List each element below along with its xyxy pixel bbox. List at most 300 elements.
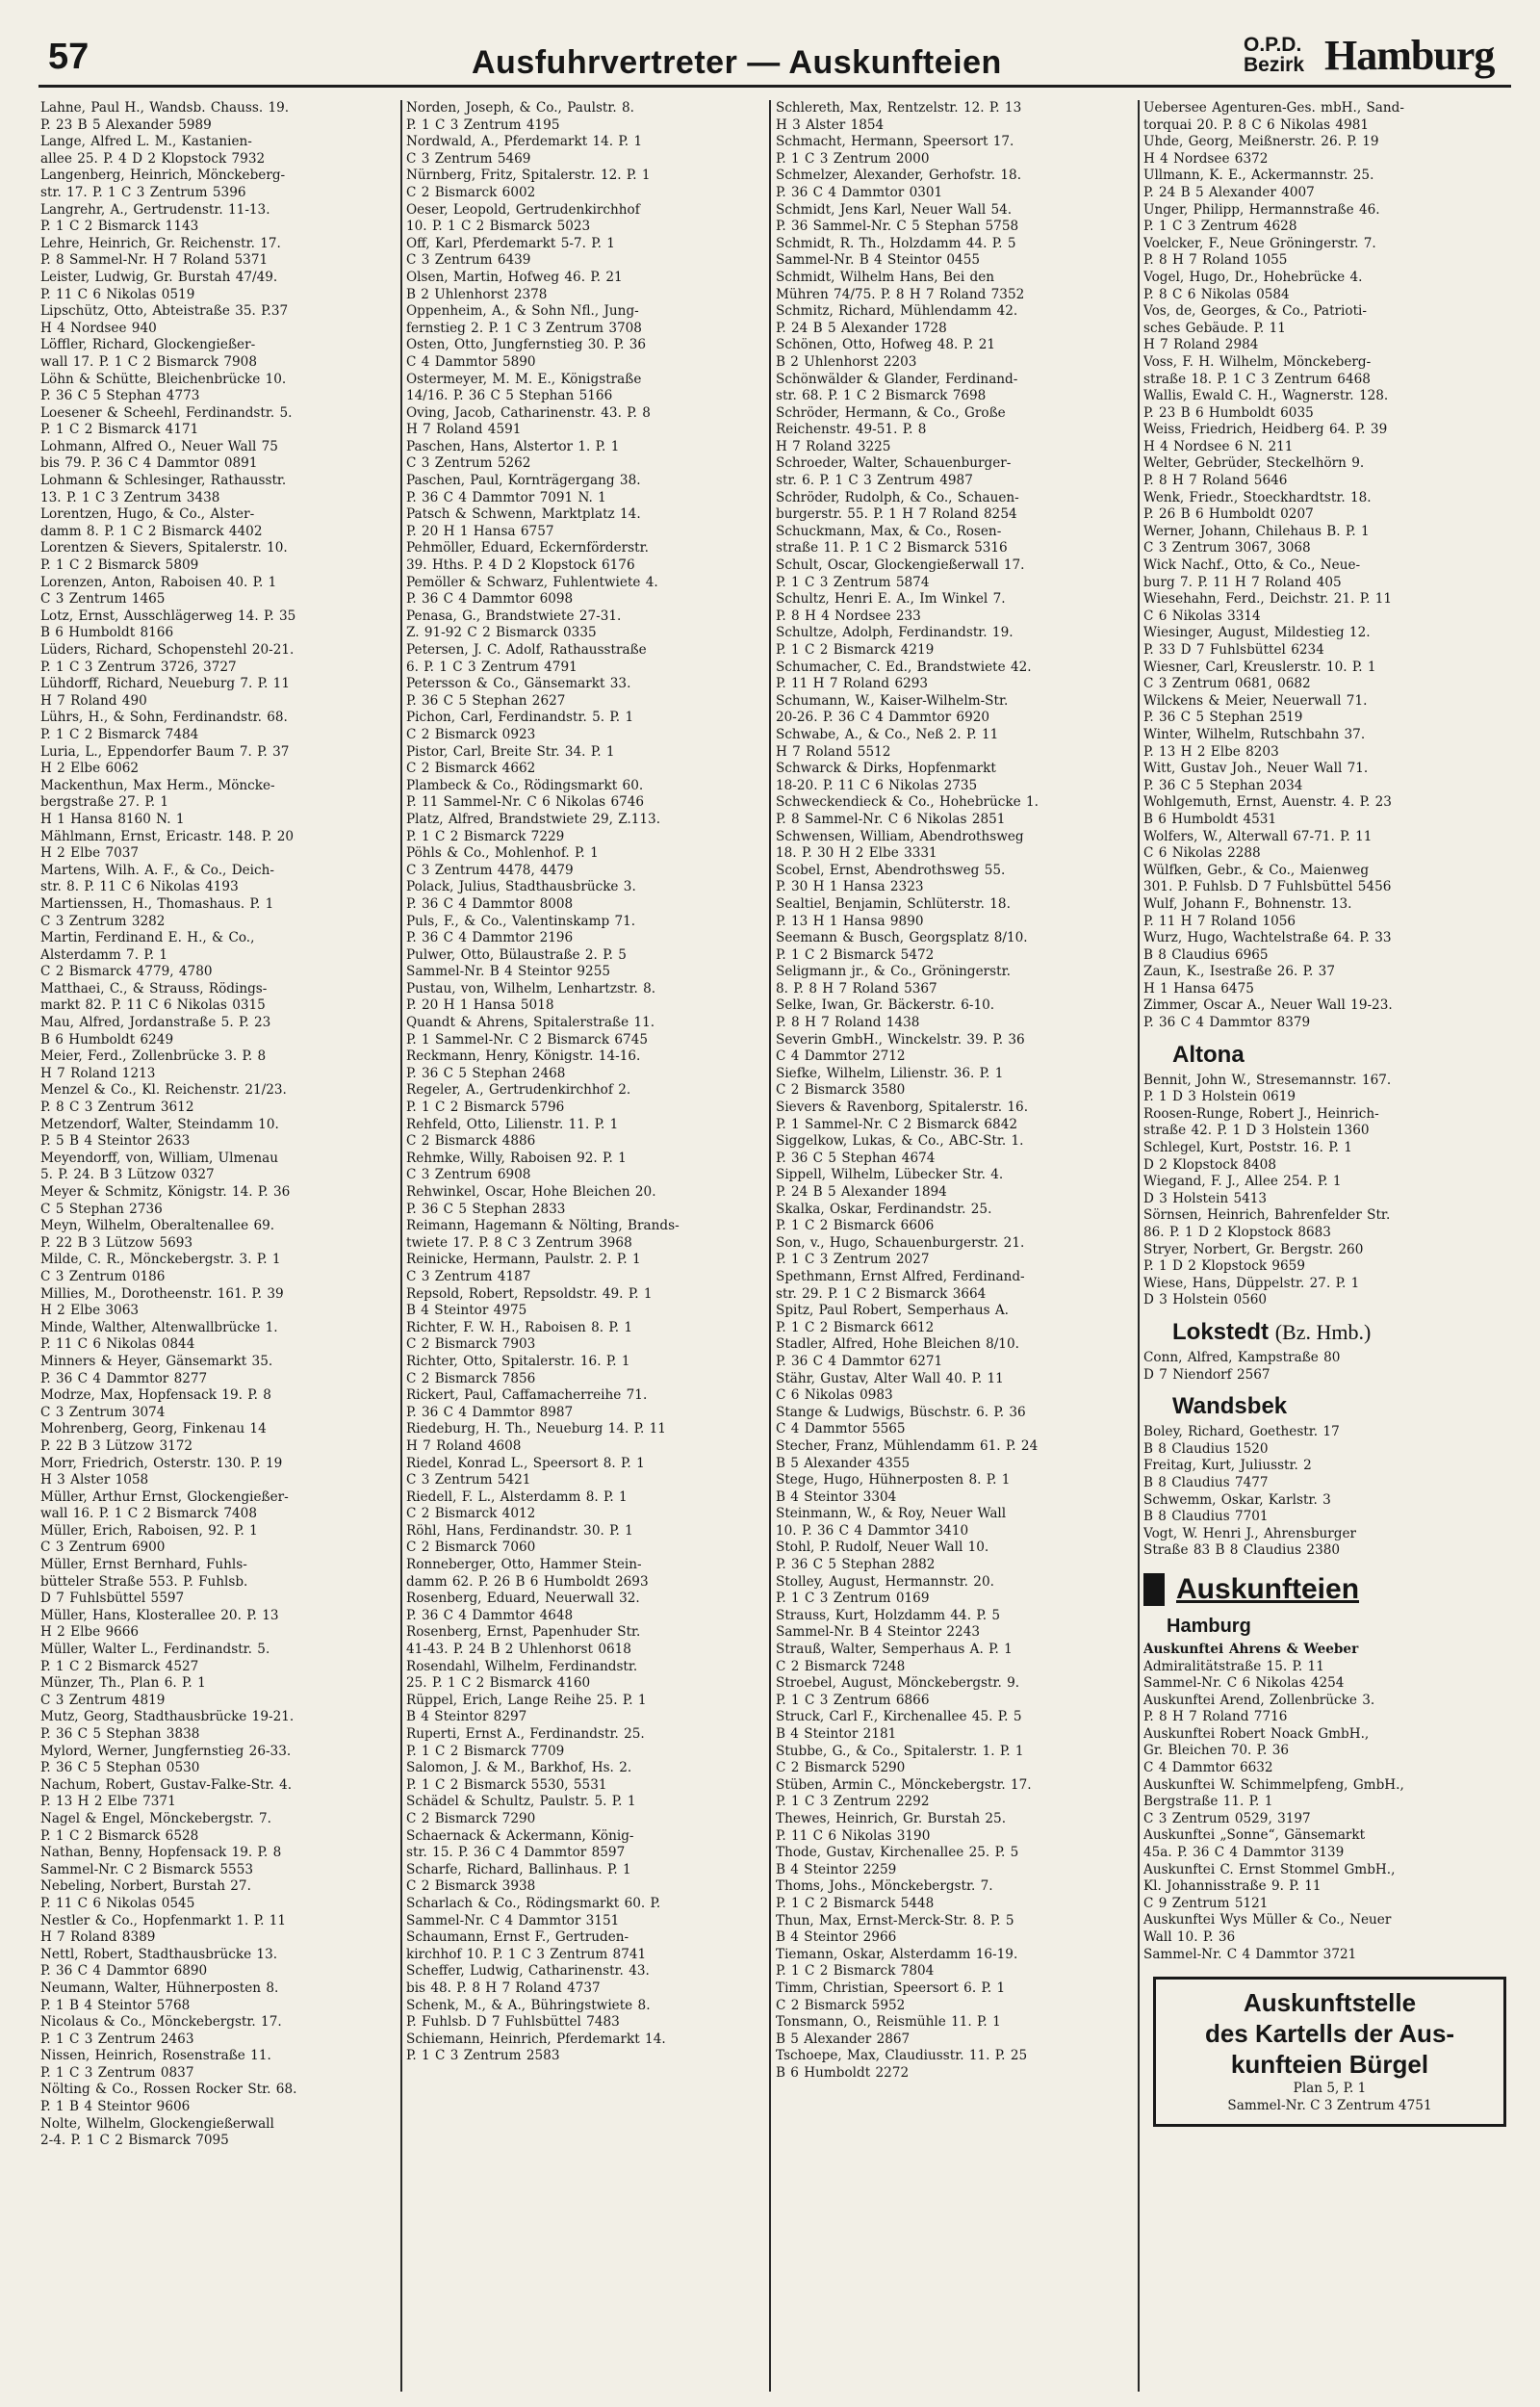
entry-name-line: Patsch & Schwenn, Marktplatz 14. bbox=[406, 506, 641, 523]
entry-name-line: Polack, Julius, Stadthausbrücke 3. bbox=[406, 879, 636, 895]
entry-detail-line: twiete 17. P. 8 C 3 Zentrum 3968 bbox=[406, 1234, 632, 1251]
entry-detail-line: Mühren 74/75. P. 8 H 7 Roland 7352 bbox=[776, 286, 1025, 302]
entry-name-line: Pistor, Carl, Breite Str. 34. P. 1 bbox=[406, 743, 615, 760]
directory-entry bbox=[776, 236, 1136, 270]
entry-name-line: Witt, Gustav Joh., Neuer Wall 71. bbox=[1143, 761, 1369, 777]
entry-name-line: Boley, Richard, Goethestr. 17 bbox=[1143, 1424, 1340, 1440]
directory-entry bbox=[776, 202, 1136, 236]
directory-entry bbox=[40, 1048, 398, 1082]
directory-entry bbox=[40, 1456, 398, 1489]
directory-entry bbox=[1143, 693, 1514, 727]
directory-entry bbox=[40, 1489, 398, 1523]
directory-entry bbox=[776, 100, 1136, 134]
entry-detail-line: P. 36 C 5 Stephan 2833 bbox=[406, 1201, 566, 1217]
directory-entry bbox=[40, 202, 398, 236]
entry-detail-line: C 2 Bismarck 7248 bbox=[776, 1658, 906, 1674]
entry-name-line: Wiegand, F. J., Allee 254. P. 1 bbox=[1143, 1174, 1342, 1190]
entry-name-line: Seligmann jr., & Co., Gröningerstr. bbox=[776, 964, 1011, 980]
entry-detail-line: P. 13 H 2 Elbe 8203 bbox=[1143, 743, 1279, 760]
entry-name-line: Scobel, Ernst, Abendrothsweg 55. bbox=[776, 862, 1006, 878]
directory-entry bbox=[406, 1557, 766, 1591]
entry-detail-line: P. 1 C 2 Bismarck 5472 bbox=[776, 946, 935, 963]
entry-name-line: Rehfeld, Otto, Lilienstr. 11. P. 1 bbox=[406, 1116, 619, 1132]
entry-name-line: Salomon, J. & M., Barkhof, Hs. 2. bbox=[406, 1760, 632, 1776]
entry-name-line: Mählmann, Ernst, Ericastr. 148. P. 20 bbox=[40, 828, 295, 844]
entry-detail-line: P. 1 C 3 Zentrum 0169 bbox=[776, 1591, 930, 1607]
directory-entry bbox=[406, 1252, 766, 1285]
entry-detail-line: 86. P. 1 D 2 Klopstock 8683 bbox=[1143, 1225, 1331, 1240]
entry-detail-line: damm 62. P. 26 B 6 Humboldt 2693 bbox=[406, 1573, 649, 1590]
directory-entry bbox=[1143, 625, 1514, 659]
directory-entry bbox=[1143, 236, 1514, 270]
entry-name-line: Schwabe, A., & Co., Neß 2. P. 11 bbox=[776, 726, 999, 742]
directory-entry bbox=[1143, 1350, 1514, 1384]
directory-entry bbox=[406, 676, 766, 710]
entry-detail-line: P. 1 C 2 Bismarck 7804 bbox=[776, 1963, 935, 1980]
directory-entry bbox=[406, 1286, 766, 1320]
section-title-lokstedt: Lokstedt (Bz. Hmb.) bbox=[1172, 1318, 1372, 1345]
entry-detail-line: Reichenstr. 49-51. P. 8 bbox=[776, 422, 927, 438]
entry-name-line: Ostermeyer, M. M. E., Königstraße bbox=[406, 371, 642, 387]
entry-name-line: Off, Karl, Pferdemarkt 5-7. P. 1 bbox=[406, 235, 615, 251]
entry-detail-line: str. 29. P. 1 C 2 Bismarck 3664 bbox=[776, 1285, 987, 1302]
entry-name-line: Osten, Otto, Jungfernstieg 30. P. 36 bbox=[406, 337, 647, 353]
entry-name-line: Vogel, Hugo, Dr., Hohebrücke 4. bbox=[1143, 269, 1363, 285]
entries-u-z bbox=[1143, 100, 1514, 1032]
entry-name-line: Mutz, Georg, Stadthausbrücke 19-21. bbox=[40, 1709, 295, 1725]
entry-name-line: Pulwer, Otto, Bülaustraße 2. P. 5 bbox=[406, 946, 627, 963]
directory-entry bbox=[406, 1456, 766, 1489]
entry-detail-line: str. 68. P. 1 C 2 Bismarck 7698 bbox=[776, 388, 987, 404]
directory-entry bbox=[406, 1896, 766, 1929]
entry-name-line: Auskunftei Ahrens & Weeber bbox=[1143, 1641, 1359, 1657]
entry-detail-line: P. 1 C 2 Bismarck 4219 bbox=[776, 642, 935, 658]
entry-detail-line: C 2 Bismarck 3938 bbox=[406, 1878, 536, 1895]
entry-detail-line: P. 8 C 6 Nikolas 0584 bbox=[1143, 286, 1290, 302]
directory-entry bbox=[776, 761, 1136, 794]
entry-detail-line: H 7 Roland 4591 bbox=[406, 422, 522, 438]
directory-entry bbox=[40, 473, 398, 506]
entry-name-line: Nölting & Co., Rossen Rocker Str. 68. bbox=[40, 2082, 297, 2098]
directory-entry bbox=[776, 1235, 1136, 1269]
directory-entry bbox=[406, 168, 766, 201]
entry-detail-line: 25. P. 1 C 2 Bismarck 4160 bbox=[406, 1675, 591, 1692]
entry-detail-line: Sammel-Nr. C 6 Nikolas 4254 bbox=[1143, 1675, 1345, 1692]
entry-detail-line: B 6 Humboldt 2272 bbox=[776, 2064, 910, 2081]
directory-column-2 bbox=[406, 100, 766, 2392]
entry-name-line: Wurz, Hugo, Wachtelstraße 64. P. 33 bbox=[1143, 930, 1392, 946]
directory-entry bbox=[1143, 490, 1514, 524]
directory-entry bbox=[776, 794, 1136, 828]
directory-entry bbox=[1143, 354, 1514, 388]
directory-entry bbox=[406, 372, 766, 405]
directory-entry bbox=[776, 1947, 1136, 1980]
entry-detail-line: B 5 Alexander 2867 bbox=[776, 2031, 911, 2047]
entry-detail-line: P. 1 C 3 Zentrum 6866 bbox=[776, 1692, 930, 1708]
entry-name-line: Riedell, F. L., Alsterdamm 8. P. 1 bbox=[406, 1488, 628, 1505]
entry-detail-line: C 2 Bismarck 5290 bbox=[776, 1760, 906, 1776]
directory-entry bbox=[40, 1777, 398, 1811]
entry-detail-line: C 2 Bismarck 0923 bbox=[406, 726, 536, 742]
entry-detail-line: P. 36 C 4 Dammtor 8008 bbox=[406, 895, 574, 912]
entry-name-line: Schult, Oscar, Glockengießerwall 17. bbox=[776, 557, 1025, 574]
entry-detail-line: P. 1 C 2 Bismarck 6528 bbox=[40, 1827, 199, 1844]
entry-detail-line: P. 24 B 5 Alexander 1728 bbox=[776, 320, 947, 336]
entry-detail-line: P. 1 C 3 Zentrum 2583 bbox=[406, 2048, 560, 2064]
directory-entry bbox=[406, 236, 766, 270]
entry-detail-line: P. 1 C 2 Bismarck 5796 bbox=[406, 1100, 565, 1116]
entry-detail-line: C 3 Zentrum 3282 bbox=[40, 913, 166, 929]
entry-detail-line: P. 36 C 5 Stephan 2627 bbox=[406, 692, 566, 709]
entry-name-line: Schröder, Hermann, & Co., Große bbox=[776, 404, 1006, 421]
entry-name-line: Schmelzer, Alexander, Gerhofstr. 18. bbox=[776, 168, 1022, 184]
directory-entry bbox=[406, 1862, 766, 1896]
entry-name-line: Lohmann & Schlesinger, Rathausstr. bbox=[40, 473, 287, 489]
entry-detail-line: 10. P. 36 C 4 Dammtor 3410 bbox=[776, 1522, 969, 1539]
entry-name-line: Steinmann, W., & Roy, Neuer Wall bbox=[776, 1506, 1007, 1522]
entry-detail-line: H 2 Elbe 7037 bbox=[40, 845, 140, 862]
directory-entry bbox=[406, 506, 766, 540]
entry-detail-line: P. 30 H 1 Hansa 2323 bbox=[776, 879, 924, 895]
entry-detail-line: Gr. Bleichen 70. P. 36 bbox=[1143, 1743, 1289, 1759]
entry-detail-line: wall 17. P. 1 C 2 Bismarck 7908 bbox=[40, 353, 257, 370]
directory-entry bbox=[40, 676, 398, 710]
entry-detail-line: P. 26 B 6 Humboldt 0207 bbox=[1143, 506, 1314, 523]
entry-detail-line: Sammel-Nr. B 4 Steintor 0455 bbox=[776, 252, 980, 269]
entry-detail-line: kirchhof 10. P. 1 C 3 Zentrum 8741 bbox=[406, 1946, 647, 1962]
entry-name-line: Nagel & Engel, Mönckebergstr. 7. bbox=[40, 1810, 272, 1826]
entry-detail-line: C 3 Zentrum 6908 bbox=[406, 1167, 531, 1183]
entry-detail-line: P. 1 C 2 Bismarck 7709 bbox=[406, 1743, 565, 1759]
entry-detail-line: P. 13 H 1 Hansa 9890 bbox=[776, 913, 924, 929]
entry-name-line: Riedel, Konrad L., Speersort 8. P. 1 bbox=[406, 1455, 645, 1471]
entry-name-line: Schumacher, C. Ed., Brandstwiete 42. bbox=[776, 659, 1032, 675]
entry-name-line: Pehmöller, Eduard, Eckernförderstr. bbox=[406, 540, 649, 556]
directory-entry bbox=[406, 1048, 766, 1082]
directory-entry bbox=[40, 1811, 398, 1845]
entry-detail-line: P. 8 Sammel-Nr. C 6 Nikolas 2851 bbox=[776, 811, 1006, 827]
directory-entry bbox=[776, 1642, 1136, 1675]
directory-entry bbox=[1143, 1526, 1514, 1560]
directory-entry bbox=[406, 1929, 766, 1963]
directory-entry bbox=[40, 1878, 398, 1912]
entry-name-line: Münzer, Th., Plan 6. P. 1 bbox=[40, 1675, 206, 1692]
entry-detail-line: C 3 Zentrum 6439 bbox=[406, 252, 531, 269]
entry-detail-line: C 2 Bismarck 3580 bbox=[776, 1082, 906, 1099]
entry-detail-line: D 7 Fuhlsbüttel 5597 bbox=[40, 1591, 185, 1607]
directory-entry bbox=[776, 524, 1136, 557]
directory-entry bbox=[776, 303, 1136, 337]
directory-entry bbox=[406, 710, 766, 743]
directory-entry bbox=[1143, 896, 1514, 930]
directory-entry bbox=[406, 1760, 766, 1794]
entry-name-line: Ruperti, Ernst A., Ferdinandstr. 25. bbox=[406, 1726, 645, 1742]
entry-name-line: Seemann & Busch, Georgsplatz 8/10. bbox=[776, 930, 1028, 946]
entry-detail-line: C 6 Nikolas 2288 bbox=[1143, 845, 1261, 862]
directory-entry bbox=[406, 1591, 766, 1624]
entry-name-line: Stroebel, August, Mönckebergstr. 9. bbox=[776, 1675, 1020, 1692]
entry-detail-line: H 7 Roland 5512 bbox=[776, 743, 891, 760]
directory-column-1 bbox=[40, 100, 398, 2392]
entry-name-line: Luria, L., Eppendorfer Baum 7. P. 37 bbox=[40, 743, 290, 760]
entry-name-line: Roosen-Runge, Robert J., Heinrich- bbox=[1143, 1105, 1379, 1122]
directory-entry bbox=[776, 1066, 1136, 1100]
entry-name-line: Schenk, M., & A., Bühringstwiete 8. bbox=[406, 1997, 651, 2013]
directory-entry bbox=[776, 1574, 1136, 1608]
entry-name-line: Stege, Hugo, Hühnerposten 8. P. 1 bbox=[776, 1472, 1011, 1488]
entry-name-line: Reimann, Hagemann & Nölting, Brands- bbox=[406, 1218, 680, 1234]
entry-name-line: Platz, Alfred, Brandstwiete 29, Z.113. bbox=[406, 811, 661, 827]
directory-entry bbox=[1143, 1140, 1514, 1174]
entry-detail-line: C 3 Zentrum 0681, 0682 bbox=[1143, 676, 1311, 692]
entry-detail-line: burg 7. P. 11 H 7 Roland 405 bbox=[1143, 574, 1342, 590]
directory-entry bbox=[406, 1184, 766, 1218]
entry-name-line: Stüben, Armin C., Mönckebergstr. 17. bbox=[776, 1776, 1032, 1793]
entry-detail-line: 20-26. P. 36 C 4 Dammtor 6920 bbox=[776, 710, 990, 726]
entry-name-line: Schmacht, Hermann, Speersort 17. bbox=[776, 134, 1014, 150]
entry-name-line: Penasa, G., Brandstwiete 27-31. bbox=[406, 608, 622, 624]
entry-detail-line: straße 18. P. 1 C 3 Zentrum 6468 bbox=[1143, 371, 1371, 387]
directory-entry bbox=[776, 1032, 1136, 1066]
boxed-notice: Auskunftstelle des Kartells der Aus- kunfteien Bürgel Plan 5, P. 1 Sammel-Nr. C 3 Zentrum 4751 bbox=[1153, 1977, 1506, 2127]
entry-detail-line: B 2 Uhlenhorst 2203 bbox=[776, 353, 917, 370]
directory-entry bbox=[1143, 997, 1514, 1031]
directory-entry bbox=[40, 1117, 398, 1151]
directory-entry bbox=[406, 1320, 766, 1354]
directory-entry bbox=[776, 134, 1136, 168]
column-divider bbox=[400, 100, 402, 2392]
directory-entry bbox=[40, 134, 398, 168]
entry-name-line: Stange & Ludwigs, Büschstr. 6. P. 36 bbox=[776, 1404, 1026, 1420]
entry-name-line: Rüppel, Erich, Lange Reihe 25. P. 1 bbox=[406, 1692, 647, 1708]
directory-entry bbox=[776, 930, 1136, 964]
entry-detail-line: P. 1 C 3 Zentrum 4195 bbox=[406, 116, 560, 133]
entry-detail-line: P. 1 C 2 Bismarck 4527 bbox=[40, 1658, 199, 1674]
entry-name-line: Meyendorff, von, William, Ulmenau bbox=[40, 1150, 279, 1166]
directory-entry bbox=[406, 1693, 766, 1726]
directory-entry bbox=[776, 1744, 1136, 1777]
entry-name-line: Stolley, August, Hermannstr. 20. bbox=[776, 1573, 994, 1590]
entry-name-line: Meyer & Schmitz, Königstr. 14. P. 36 bbox=[40, 1184, 291, 1200]
entry-detail-line: H 4 Nordsee 940 bbox=[40, 320, 157, 336]
directory-entry bbox=[40, 575, 398, 608]
directory-entry bbox=[40, 710, 398, 743]
directory-entry bbox=[776, 1438, 1136, 1472]
entry-name-line: Scheffer, Ludwig, Catharinenstr. 43. bbox=[406, 1963, 650, 1980]
entry-detail-line: H 7 Roland 4608 bbox=[406, 1437, 522, 1454]
city-title: Hamburg bbox=[1324, 32, 1495, 79]
directory-entry bbox=[1143, 591, 1514, 625]
entry-name-line: Strauß, Walter, Semperhaus A. P. 1 bbox=[776, 1642, 1013, 1658]
entry-name-line: Paschen, Paul, Kornträgergang 38. bbox=[406, 473, 641, 489]
entry-detail-line: P. 36 C 5 Stephan 3838 bbox=[40, 1726, 200, 1742]
entry-name-line: Schmidt, Jens Karl, Neuer Wall 54. bbox=[776, 201, 1013, 218]
directory-entry bbox=[406, 947, 766, 981]
entry-name-line: Welter, Gebrüder, Steckelhörn 9. bbox=[1143, 455, 1365, 472]
directory-entry bbox=[776, 727, 1136, 761]
entry-name-line: Auskunftei C. Ernst Stommel GmbH., bbox=[1143, 1861, 1396, 1877]
entry-name-line: Nordwald, A., Pferdemarkt 14. P. 1 bbox=[406, 134, 643, 150]
entry-detail-line: H 7 Roland 2984 bbox=[1143, 337, 1259, 353]
entry-detail-line: str. 15. P. 36 C 4 Dammtor 8597 bbox=[406, 1845, 626, 1861]
directory-entry bbox=[40, 1980, 398, 2014]
directory-column-4 bbox=[1143, 100, 1514, 2392]
entry-name-line: Reinicke, Hermann, Paulstr. 2. P. 1 bbox=[406, 1252, 641, 1268]
entry-name-line: Riedeburg, H. Th., Neueburg 14. P. 11 bbox=[406, 1421, 666, 1437]
entry-name-line: Müller, Ernst Bernhard, Fuhls- bbox=[40, 1557, 247, 1573]
entries-altona bbox=[1143, 1073, 1514, 1309]
directory-entry bbox=[40, 1642, 398, 1675]
entry-name-line: Scharlach & Co., Rödingsmarkt 60. P. bbox=[406, 1895, 661, 1911]
directory-entry bbox=[40, 1151, 398, 1184]
entry-detail-line: P. Fuhlsb. D 7 Fuhlsbüttel 7483 bbox=[406, 2014, 620, 2031]
entry-name-line: Wulf, Johann F., Bohnenstr. 13. bbox=[1143, 895, 1352, 912]
entry-detail-line: 39. Hths. P. 4 D 2 Klopstock 6176 bbox=[406, 557, 635, 574]
directory-entry bbox=[776, 1540, 1136, 1573]
directory-entry bbox=[40, 270, 398, 303]
entry-name-line: Auskunftei Arend, Zollenbrücke 3. bbox=[1143, 1692, 1375, 1708]
entry-detail-line: str. 8. P. 11 C 6 Nikolas 4193 bbox=[40, 879, 239, 895]
directory-entry bbox=[406, 778, 766, 812]
directory-entry bbox=[40, 1421, 398, 1455]
entry-name-line: Schädel & Schultz, Paulstr. 5. P. 1 bbox=[406, 1794, 636, 1810]
entry-name-line: Struck, Carl F., Kirchenallee 45. P. 5 bbox=[776, 1709, 1022, 1725]
entry-name-line: Lorentzen & Sievers, Spitalerstr. 10. bbox=[40, 540, 288, 556]
entry-name-line: Lührs, H., & Sohn, Ferdinandstr. 68. bbox=[40, 710, 288, 726]
entry-name-line: Schiemann, Heinrich, Pferdemarkt 14. bbox=[406, 2031, 666, 2047]
directory-entry bbox=[776, 896, 1136, 930]
column-divider bbox=[1138, 100, 1140, 2392]
directory-entry bbox=[1143, 1777, 1514, 1828]
entry-name-line: Rosenberg, Eduard, Neuerwall 32. bbox=[406, 1591, 640, 1607]
entry-name-line: Lühdorff, Richard, Neueburg 7. P. 11 bbox=[40, 676, 290, 692]
directory-entry bbox=[1143, 727, 1514, 761]
entry-detail-line: P. 1 C 3 Zentrum 2000 bbox=[776, 150, 930, 167]
entry-detail-line: P. 22 B 3 Lützow 5693 bbox=[40, 1234, 193, 1251]
directory-entry bbox=[40, 1845, 398, 1878]
entry-name-line: Petersen, J. C. Adolf, Rathausstraße bbox=[406, 642, 647, 658]
entry-name-line: Stadler, Alfred, Hohe Bleichen 8/10. bbox=[776, 1336, 1019, 1353]
directory-entry bbox=[406, 134, 766, 168]
directory-entry bbox=[776, 1777, 1136, 1811]
entry-name-line: Mau, Alfred, Jordanstraße 5. P. 23 bbox=[40, 1015, 271, 1031]
directory-entry bbox=[776, 997, 1136, 1031]
entry-name-line: Nissen, Heinrich, Rosenstraße 11. bbox=[40, 2048, 271, 2064]
entry-name-line: Auskunftei „Sonne“, Gänsemarkt bbox=[1143, 1827, 1366, 1844]
entry-name-line: Stähr, Gustav, Alter Wall 40. P. 11 bbox=[776, 1370, 1004, 1386]
entry-detail-line: H 4 Nordsee 6 N. 211 bbox=[1143, 438, 1294, 454]
entry-detail-line: Bergstraße 11. P. 1 bbox=[1143, 1794, 1273, 1810]
entry-name-line: Schwemm, Oskar, Karlstr. 3 bbox=[1143, 1491, 1331, 1508]
directory-entry bbox=[40, 829, 398, 863]
entry-name-line: Stubbe, G., & Co., Spitalerstr. 1. P. 1 bbox=[776, 1743, 1024, 1759]
directory-entry bbox=[1143, 270, 1514, 303]
entry-name-line: Scharfe, Richard, Ballinhaus. P. 1 bbox=[406, 1861, 631, 1877]
entry-detail-line: P. 8 Sammel-Nr. H 7 Roland 5371 bbox=[40, 252, 269, 269]
entry-name-line: Richter, F. W. H., Raboisen 8. P. 1 bbox=[406, 1319, 633, 1335]
entry-detail-line: 5. P. 24. B 3 Lützow 0327 bbox=[40, 1167, 215, 1183]
directory-entry bbox=[406, 914, 766, 947]
directory-entry bbox=[40, 1913, 398, 1947]
entry-name-line: Siefke, Wilhelm, Lilienstr. 36. P. 1 bbox=[776, 1065, 1004, 1081]
entry-name-line: Thun, Max, Ernst-Merck-Str. 8. P. 5 bbox=[776, 1912, 1014, 1928]
entry-name-line: Wiesner, Carl, Kreuslerstr. 10. P. 1 bbox=[1143, 659, 1376, 675]
entry-name-line: Auskunftei W. Schimmelpfeng, GmbH., bbox=[1143, 1776, 1404, 1793]
entry-name-line: Tschoepe, Max, Claudiusstr. 11. P. 25 bbox=[776, 2048, 1028, 2064]
entry-detail-line: H 4 Nordsee 6372 bbox=[1143, 150, 1269, 167]
directory-entry bbox=[406, 1151, 766, 1184]
entry-name-line: Millies, M., Dorotheenstr. 161. P. 39 bbox=[40, 1285, 284, 1302]
entry-name-line: Müller, Hans, Klosterallee 20. P. 13 bbox=[40, 1607, 279, 1623]
directory-entry bbox=[406, 1659, 766, 1693]
directory-entry bbox=[40, 863, 398, 896]
entry-name-line: Müller, Arthur Ernst, Glockengießer- bbox=[40, 1488, 289, 1505]
entry-detail-line: 41-43. P. 24 B 2 Uhlenhorst 0618 bbox=[406, 1642, 631, 1658]
entry-name-line: Nicolaus & Co., Mönckebergstr. 17. bbox=[40, 2014, 282, 2031]
entry-detail-line: C 6 Nikolas 0983 bbox=[776, 1387, 893, 1404]
entry-name-line: Stohl, P. Rudolf, Neuer Wall 10. bbox=[776, 1540, 989, 1556]
entry-name-line: Tonsmann, O., Reismühle 11. P. 1 bbox=[776, 2014, 1001, 2031]
entry-detail-line: markt 82. P. 11 C 6 Nikolas 0315 bbox=[40, 997, 266, 1014]
entry-name-line: Skalka, Oskar, Ferdinandstr. 25. bbox=[776, 1201, 992, 1217]
directory-entry bbox=[406, 405, 766, 439]
directory-entry bbox=[40, 1015, 398, 1048]
entry-name-line: Rosenberg, Ernst, Papenhuder Str. bbox=[406, 1624, 641, 1641]
entry-name-line: Löffler, Richard, Glockengießer- bbox=[40, 337, 256, 353]
entry-name-line: Nebeling, Norbert, Burstah 27. bbox=[40, 1878, 251, 1895]
directory-entry bbox=[406, 1015, 766, 1048]
entry-name-line: Auskunftei Wys Müller & Co., Neuer bbox=[1143, 1912, 1392, 1928]
directory-entry bbox=[776, 1371, 1136, 1405]
directory-entry bbox=[1143, 388, 1514, 422]
entry-detail-line: C 3 Zentrum 0529, 3197 bbox=[1143, 1810, 1311, 1826]
entry-detail-line: P. 20 H 1 Hansa 5018 bbox=[406, 997, 554, 1014]
entry-detail-line: H 2 Elbe 3063 bbox=[40, 1303, 140, 1319]
entry-name-line: Schuckmann, Max, & Co., Rosen- bbox=[776, 523, 1002, 539]
entry-name-line: Schmidt, Wilhelm Hans, Bei den bbox=[776, 269, 995, 285]
entry-detail-line: B 4 Steintor 2259 bbox=[776, 1861, 897, 1877]
entry-detail-line: H 2 Elbe 6062 bbox=[40, 761, 140, 777]
directory-entry bbox=[1143, 557, 1514, 591]
entry-detail-line: P. 36 C 4 Dammtor 7091 N. 1 bbox=[406, 489, 606, 505]
entry-detail-line: B 2 Uhlenhorst 2378 bbox=[406, 286, 548, 302]
directory-entry bbox=[1143, 1073, 1514, 1106]
entry-detail-line: P. 1 C 3 Zentrum 0837 bbox=[40, 2064, 194, 2081]
directory-entry bbox=[40, 372, 398, 405]
entry-name-line: Schumann, W., Kaiser-Wilhelm-Str. bbox=[776, 692, 1009, 709]
directory-entry bbox=[776, 1811, 1136, 1845]
directory-entry bbox=[776, 1845, 1136, 1878]
directory-entry bbox=[40, 100, 398, 134]
directory-entry bbox=[776, 1506, 1136, 1540]
entry-detail-line: C 3 Zentrum 5421 bbox=[406, 1472, 531, 1488]
entry-detail-line: C 3 Zentrum 1465 bbox=[40, 591, 166, 608]
entry-detail-line: P. 1 D 2 Klopstock 9659 bbox=[1143, 1258, 1305, 1275]
directory-entry bbox=[40, 608, 398, 642]
entry-detail-line: P. 1 Sammel-Nr. C 2 Bismarck 6842 bbox=[776, 1116, 1017, 1132]
entry-detail-line: Alsterdamm 7. P. 1 bbox=[40, 946, 168, 963]
entry-detail-line: C 2 Bismarck 4012 bbox=[406, 1506, 536, 1522]
directory-entry bbox=[1143, 1827, 1514, 1861]
entry-detail-line: D 7 Niendorf 2567 bbox=[1143, 1366, 1270, 1383]
directory-entry bbox=[1143, 1492, 1514, 1526]
directory-entry bbox=[1143, 524, 1514, 557]
directory-entry bbox=[776, 1980, 1136, 2014]
entry-name-line: Sievers & Ravenborg, Spitalerstr. 16. bbox=[776, 1100, 1029, 1116]
directory-entry bbox=[776, 1133, 1136, 1167]
entry-detail-line: Sammel-Nr. C 4 Dammtor 3151 bbox=[406, 1912, 620, 1928]
entry-name-line: Nettl, Robert, Stadthausbrücke 13. bbox=[40, 1946, 278, 1962]
